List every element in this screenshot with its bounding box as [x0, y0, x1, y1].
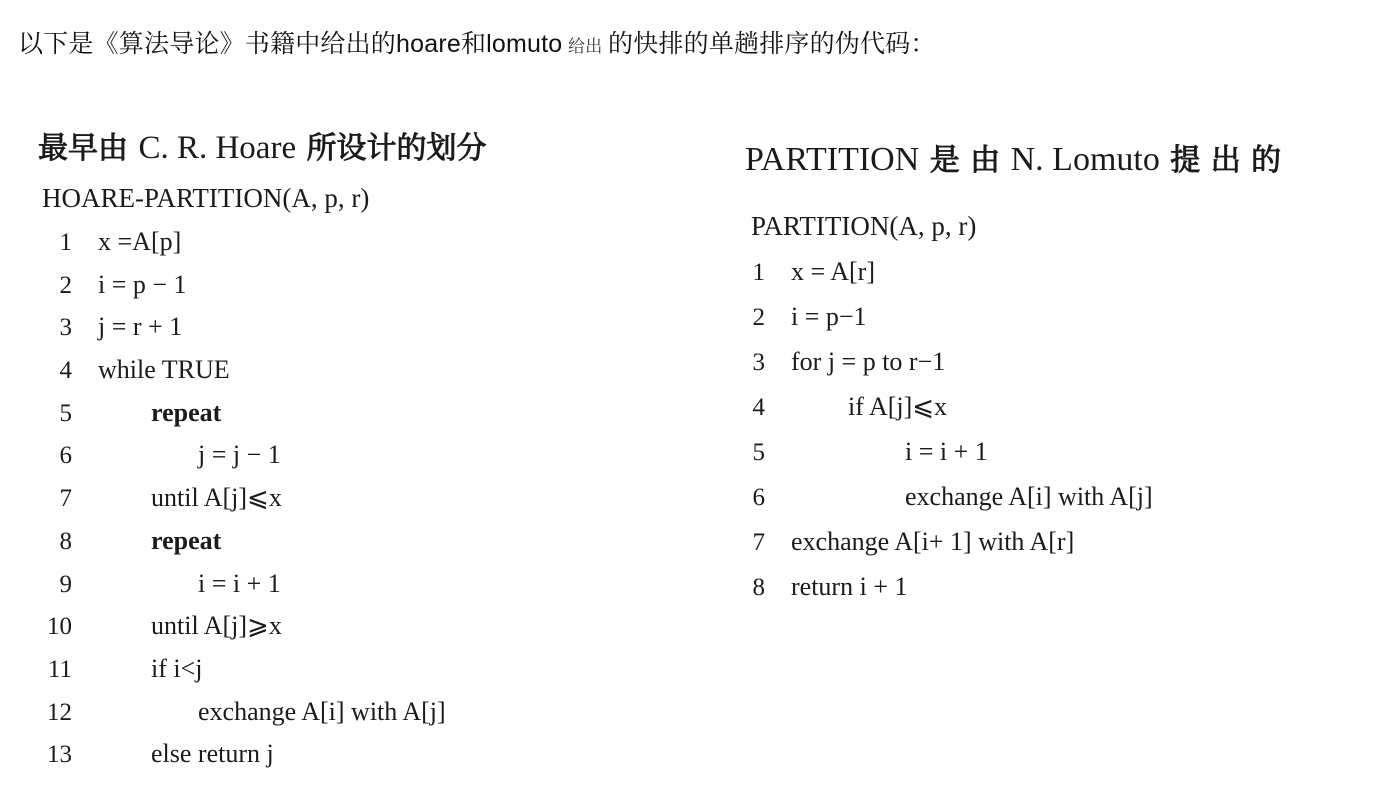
- code-text: exchange A[i] with A[j]: [198, 696, 446, 726]
- code-text: if A[j]⩽x: [848, 392, 948, 421]
- line-number: 6: [752, 484, 765, 511]
- hoare-title-zh1: 最早由: [38, 131, 139, 166]
- code-text: else return j: [151, 739, 274, 769]
- code-line: [745, 474, 1365, 519]
- code-text: j = j − 1: [198, 440, 281, 470]
- hoare-partition-panel: [38, 128, 678, 776]
- hoare-title-en: C. R. Hoare: [138, 130, 297, 166]
- code-line: [745, 429, 1365, 474]
- code-line: [38, 477, 678, 520]
- line-number: 6: [59, 442, 72, 470]
- line-number: 3: [59, 314, 72, 342]
- line-number: 8: [59, 527, 72, 555]
- line-number: 3: [752, 349, 765, 376]
- code-line: [38, 264, 678, 307]
- hoare-code: [38, 221, 678, 776]
- code-text: until A[j]⩽x: [151, 483, 282, 513]
- line-number: 10: [47, 613, 72, 641]
- lomuto-code: [745, 249, 1365, 609]
- line-number: 11: [47, 655, 72, 683]
- code-text: exchange A[i+ 1] with A[r]: [791, 527, 1075, 556]
- intro-part3: 给出: [562, 37, 609, 57]
- code-text: exchange A[i] with A[j]: [905, 482, 1153, 511]
- code-text: repeat: [151, 397, 222, 427]
- line-number: 1: [752, 259, 765, 286]
- code-line: [745, 384, 1365, 429]
- code-text: for j = p to r−1: [791, 347, 946, 376]
- code-line: [38, 306, 678, 349]
- code-line: [38, 733, 678, 776]
- code-text: until A[j]⩾x: [151, 611, 282, 641]
- code-line: [38, 648, 678, 691]
- code-line: [745, 294, 1365, 339]
- line-number: 12: [47, 698, 72, 726]
- line-number: 9: [59, 570, 72, 598]
- line-number: 4: [59, 357, 72, 385]
- line-number: 8: [752, 574, 765, 601]
- code-text: repeat: [151, 525, 222, 555]
- code-line: [745, 249, 1365, 294]
- hoare-title-zh2: 所设计的划分: [296, 131, 487, 166]
- code-line: [745, 339, 1365, 384]
- lomuto-partition-panel: [745, 140, 1365, 609]
- code-line: [38, 392, 678, 435]
- code-line: [38, 434, 678, 477]
- hoare-signature: HOARE-PARTITION(A, p, r): [42, 183, 370, 213]
- line-number: 5: [752, 439, 765, 466]
- code-text: x =A[p]: [98, 227, 182, 256]
- code-line: [745, 519, 1365, 564]
- intro-part1: 以下是《算法导论》书籍中给出的: [18, 29, 397, 58]
- code-line: [38, 605, 678, 648]
- line-number: 5: [59, 399, 72, 427]
- code-text: return i + 1: [791, 572, 908, 601]
- lomuto-title-zh1: 是 由: [919, 143, 1011, 178]
- line-number: 7: [752, 529, 765, 556]
- intro-part2: hoare和lomuto: [396, 30, 563, 58]
- code-line: [745, 564, 1365, 609]
- code-text: i = p−1: [791, 302, 867, 331]
- code-text: i = i + 1: [198, 568, 281, 598]
- code-line: [38, 221, 678, 264]
- line-number: 1: [59, 229, 72, 256]
- line-number: 2: [752, 304, 765, 331]
- lomuto-title-en2: N. Lomuto: [1010, 141, 1160, 178]
- code-line: [38, 520, 678, 563]
- lomuto-signature: PARTITION(A, p, r): [751, 211, 977, 241]
- code-line: [38, 691, 678, 734]
- code-text: j = r + 1: [98, 312, 183, 342]
- intro-text: [18, 24, 936, 60]
- code-text: x = A[r]: [791, 257, 875, 286]
- code-text: i = p − 1: [98, 269, 187, 299]
- code-line: [38, 563, 678, 606]
- code-line: [38, 349, 678, 392]
- lomuto-title-en1: PARTITION: [745, 141, 920, 178]
- code-text: i = i + 1: [905, 437, 988, 466]
- code-text: while TRUE: [98, 355, 230, 385]
- lomuto-title: [745, 140, 1365, 181]
- line-number: 4: [752, 394, 765, 421]
- line-number: 7: [59, 485, 72, 513]
- code-text: if i<j: [151, 653, 203, 683]
- hoare-title: [38, 128, 678, 169]
- line-number: 13: [47, 741, 72, 769]
- line-number: 2: [59, 271, 72, 299]
- intro-part4: 的快排的单趟排序的伪代码：: [608, 29, 936, 58]
- lomuto-title-zh2: 提 出 的: [1159, 143, 1282, 178]
